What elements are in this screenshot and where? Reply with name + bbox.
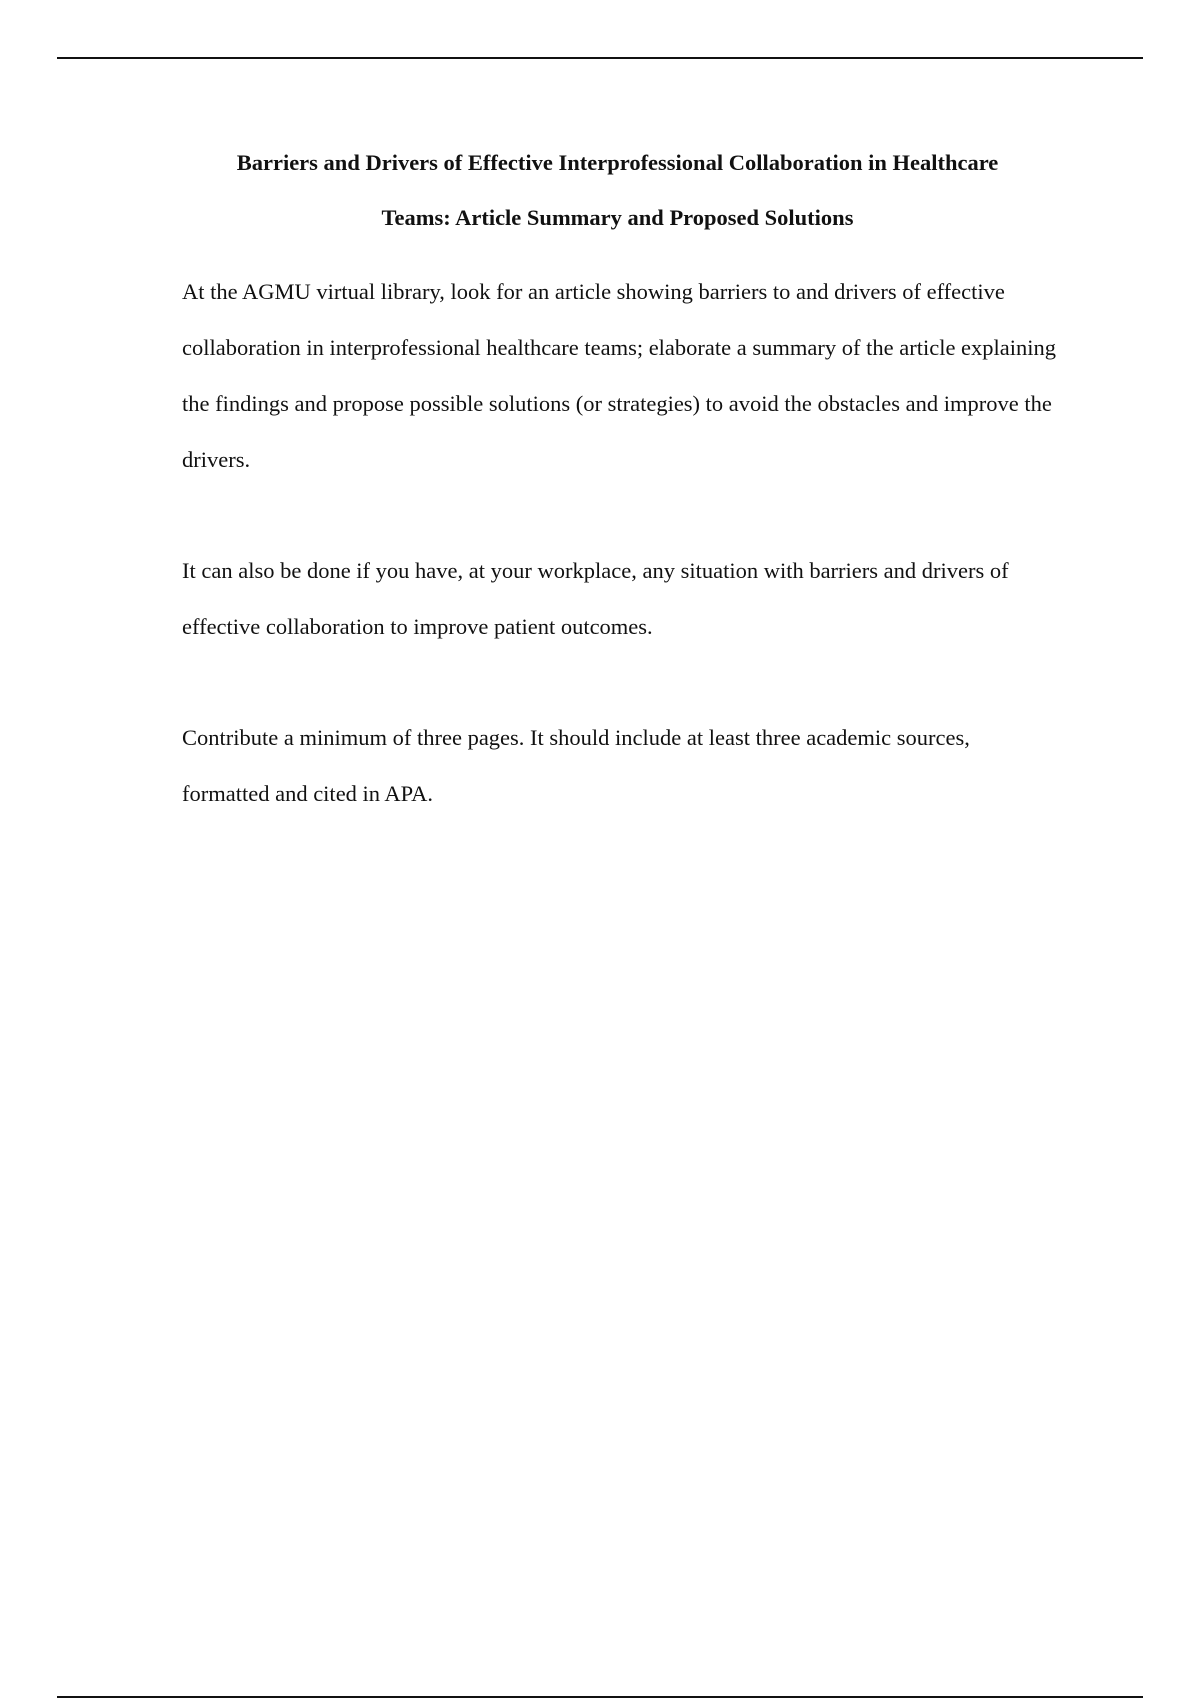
paragraph-instructions: At the AGMU virtual library, look for an article showing barriers to and drivers of effective collaboration in interprofessional healthcare teams; elaborate a summary of the article explaining the findings and propose possible solutions (or strategies) to avoid the obstacles and improve the drivers. bbox=[182, 279, 1057, 472]
title-line-1: Barriers and Drivers of Effective Interprofessional Collaboration in Healthcare bbox=[236, 150, 999, 175]
document-title bbox=[150, 135, 1085, 245]
header-rule bbox=[57, 57, 1143, 59]
footer-rule bbox=[57, 1696, 1143, 1698]
paragraph-workplace-option: It can also be done if you have, at your workplace, any situation with barriers and drivers of effective collaboration to improve patient outcomes. bbox=[182, 558, 1009, 639]
paragraph-requirements: Contribute a minimum of three pages. It should include at least three academic sources, formatted and cited in APA. bbox=[182, 725, 970, 806]
title-line-2: Teams: Article Summary and Proposed Solutions bbox=[381, 205, 854, 230]
